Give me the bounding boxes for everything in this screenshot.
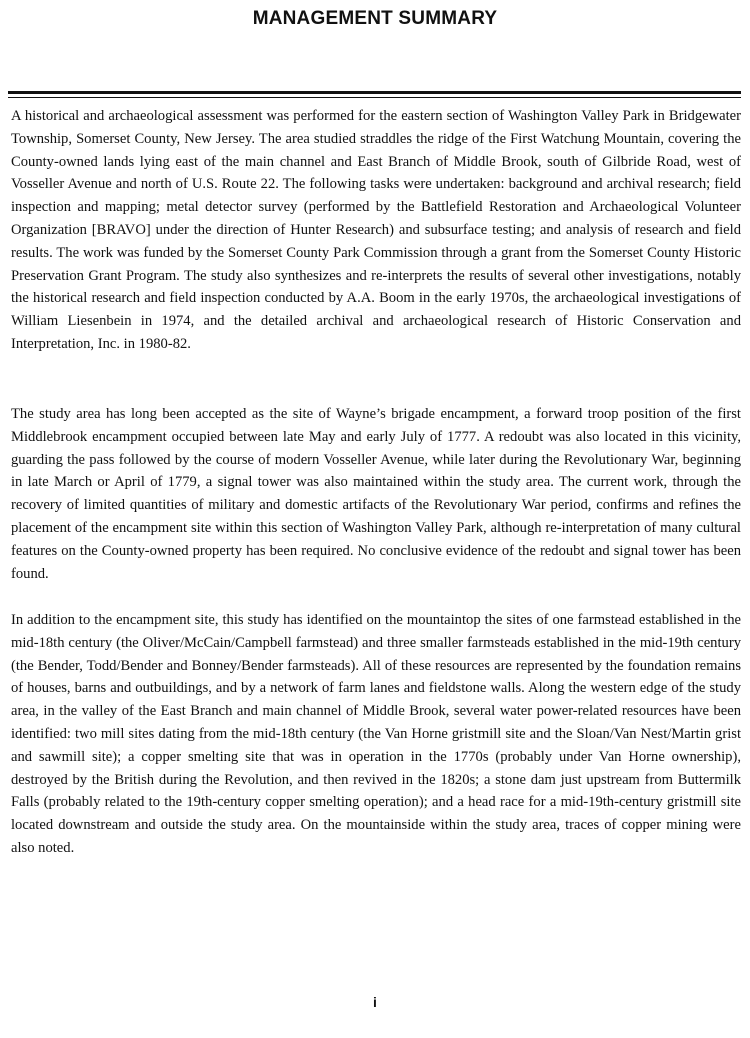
title-divider-thin xyxy=(8,97,741,98)
summary-paragraph-2: The study area has long been accepted as the site of Wayne’s brigade encampment, a forward troop position of the first Middlebrook encampment occupied between late May and early July of 1777. A redoubt was also located in this vicinity, guarding the pass followed by the course of modern Vosseller Avenue, while later during the Revolutionary War, beginning in late March or April of 1779, a signal tower was also maintained within the study area. The current work, through the recovery of limited quantities of military and domestic artifacts of the Revolutionary War period, confirms and refines the placement of the encampment site within this section of Washington Valley Park, although re-interpretation of many cultural features on the County-owned property has been required. No conclusive evidence of the redoubt and signal tower has been found. xyxy=(11,406,741,582)
summary-paragraph-1: A historical and archaeological assessment was performed for the eastern section of Washington Valley Park in Bridgewater Township, Somerset County, New Jersey. The area studied straddles the ridge of the First Watchung Mountain, covering the County-owned lands lying east of the main channel and East Branch of Middle Brook, south of Gilbride Road, west of Vosseller Avenue and north of U.S. Route 22. The following tasks were undertaken: background and archival research; field inspection and mapping; metal detector survey (performed by the Battlefield Restoration and Archaeological Volunteer Organization [BRAVO] under the direction of Hunter Research) and subsurface testing; and analysis of research and field results. The work was funded by the Somerset County Park Commission through a grant from the Somerset County Historic Preservation Grant Program. The study also synthesizes and re-interprets the results of several other investigations, notably the historical research and field inspection conducted by A.A. Boom in the early 1970s, the archaeological investigations of William Liesenbein in 1974, and the detailed archival and archaeological research of Historic Conservation and Interpretation, Inc. in 1980-82. xyxy=(11,108,741,352)
page-title: MANAGEMENT SUMMARY xyxy=(252,8,498,29)
title-divider-thick xyxy=(8,91,741,94)
summary-paragraph-3: In addition to the encampment site, this study has identified on the mountaintop the sites of one farmstead established in the mid-18th century (the Oliver/McCain/Campbell farmstead) and three smaller farmsteads established in the mid-19th century (the Bender, Todd/Bender and Bonney/Bender farmsteads). All of these resources are represented by the foundation remains of houses, barns and outbuildings, and by a network of farm lanes and fieldstone walls. Along the western edge of the study area, in the valley of the East Branch and main channel of Middle Brook, several water power-related resources have been identified: two mill sites dating from the mid-18th century (the Van Horne gristmill site and the Sloan/Van Nest/Martin grist and sawmill site); a copper smelting site that was in operation in the 1770s (probably under Van Horne ownership), destroyed by the British during the Revolution, and then revived in the 1820s; a stone dam just upstream from Buttermilk Falls (probably related to the 19th-century copper smelting operation); and a head race for a mid-19th-century gristmill site located downstream and outside the study area. On the mountainside within the study area, traces of copper mining were also noted. xyxy=(11,612,741,856)
page-number: i xyxy=(373,994,377,1010)
